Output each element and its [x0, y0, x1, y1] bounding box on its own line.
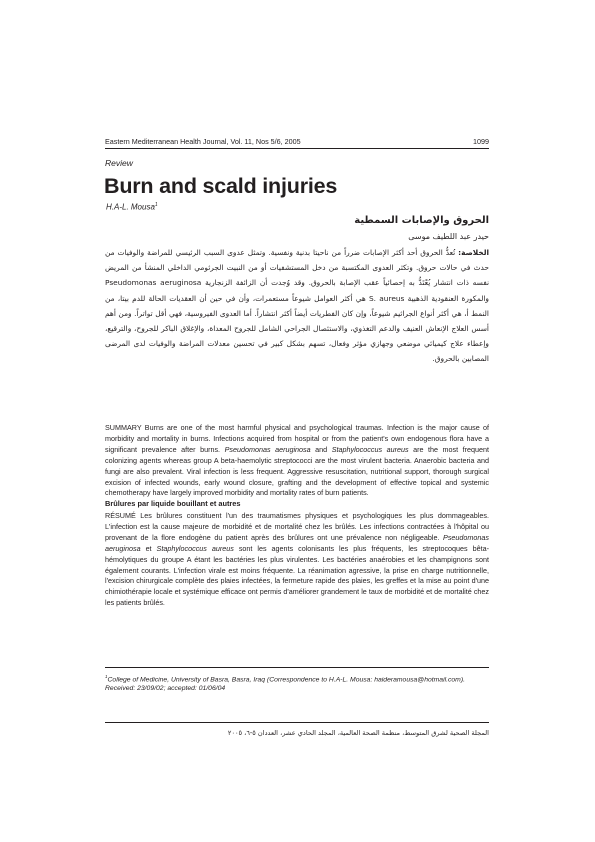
affiliation-text: College of Medicine, University of Basra, Basra, Iraq (Correspondence to H.A-L. Mousa: haideramousa@hotmail.com).	[107, 676, 465, 684]
author-line	[106, 202, 158, 212]
affiliation	[105, 672, 489, 684]
french-species: Pseudomonas aeruginosa	[105, 532, 489, 553]
running-header	[105, 137, 489, 146]
arabic-abstract	[105, 245, 489, 367]
footnote-rule	[105, 667, 489, 668]
french-text: et	[145, 543, 152, 553]
footer-rule	[105, 722, 489, 723]
header-rule	[105, 148, 489, 149]
summary-label: SUMMARY	[105, 423, 142, 432]
arabic-abstract-text: تُعدُّ الحروق أحد أكثر الإصابات ضرراً من ناحيتا بدنية ونفسية. وتمثل عدوى السبب الرئيسي للمراضة والوفيات من حدث في حالات حروق. وتكثر العدوى المكتسبة من دخل المستشفيات أو من النبيت الجرثومي الداخلي المنشأ من المريض نفسه ذات انتشار يُعْتَدُّ به إحصائياً عقب الإصابة بالحروق. وقد وُجدت أن الزائفة الزنجارية Pseudomonas aeruginosa والمكورة العنقودية الذهبية S. aureus هي أكثر العوامل شيوعاً مستعمرات، وأن في حين أن العقديات الحالة للدم بيتا، من النمط أ، هي أكثر أنواع الجراثيم شيوعاً، وإن كان الفطريات أيضاً أكثر انتشاراً. أما العدوى الفيروسية، فهي أقل تواتراً. ومن أهم أسس العلاج الإنعاش العنيف والدعم التغذوي، والاستئصال الجراحي الشامل للجروح المعداة، والإغلاق الباكر للجروح، والترقيع، وإعطاء علاج كيميائي موضعي وجهازي مؤثر وفعال، تسهم بشكل كبير في تحسين معدلات المراضة والوفيات لدى المرضى المصابين بالحروق.	[105, 248, 489, 364]
author-name: H.A-L. Mousa	[106, 202, 155, 212]
arabic-title: الحروق والإصابات السمطية	[354, 215, 489, 226]
journal-citation: Eastern Mediterranean Health Journal, Vol. 11, Nos 5/6, 2005	[105, 137, 301, 146]
arabic-abstract-label: الخلاصة:	[458, 248, 489, 257]
received-dates: Received: 23/09/02; accepted: 01/06/04	[105, 685, 226, 693]
section-label: Review	[105, 158, 133, 168]
summary-species: Pseudomonas aeruginosa	[224, 444, 311, 454]
french-summary	[105, 511, 489, 609]
page-number: 1099	[473, 137, 489, 146]
french-text: sont les agents colonisants les plus fréquents, les streptocoques bêta-hémolytiques du groupe A étant les bactéries les plus virulentes. Les bactéries anaérobies et les champignons sont également courants. L'infection virale est moins fréquente. La réanimation agressive, la prise en charge nutritionnelle, l'excision chirurgicale complète des plaies infectées, la fermeture rapide des plaies, les greffes et la mise au point d'une chimiothérapie locale et systémique efficace ont permis d'améliorer grandement le taux de morbidité et de mortalité chez les patients brûlés.	[105, 543, 489, 608]
arabic-running-footer: المجلة الصحية لشرق المتوسط، منظمة الصحة العالمية، المجلد الحادي عشر، العددان ٥-٦، ٢٠٠٥	[227, 729, 489, 737]
author-affiliation-marker: 1	[154, 202, 158, 208]
summary-text: are the most frequent colonizing agents whereas group A beta-haemolytic streptococci are the most virulent bacteria. Anaerobic bacteria and fungi are also prevalent. Viral infection is less frequent. Aggressive resuscitation, nutritional support, thorough surgical excision of infected wounds, early wound closure, grafting and the development of effective topical and systemic chemotherapy have largely improved morbidity and mortality rates of burn patients.	[105, 444, 489, 498]
french-species: Staphylococcus aureus	[156, 543, 234, 553]
footnote-marker: 1	[105, 674, 108, 679]
summary-species: Staphylococcus aureus	[331, 444, 409, 454]
english-summary	[105, 423, 489, 499]
french-title: Brûlures par liquide bouillant et autres	[105, 499, 241, 508]
summary-text: Burns are one of the most harmful physical and psychological traumas. Infection is the major cause of morbidity and mortality in burns. Infections acquired from hospital or from the patient's own endogenous flora have a significant prevalence after burns.	[105, 423, 489, 454]
footnote	[105, 672, 489, 693]
french-text: Les brûlures constituent l'un des traumatismes physiques et psychologiques les plus dommageables. L'infection est la cause majeure de morbidité et de mortalité chez les brûlés. Les infections contractées à l'hôpital ou provenant de la flore endogène du patient après des brûlures ont une prévalence non négligeable.	[105, 511, 489, 542]
arabic-author: حيدر عبد اللطيف موسى	[408, 232, 489, 241]
french-label: RÉSUMÉ	[105, 511, 136, 520]
article-title: Burn and scald injuries	[104, 174, 338, 198]
summary-text: and	[315, 444, 328, 454]
